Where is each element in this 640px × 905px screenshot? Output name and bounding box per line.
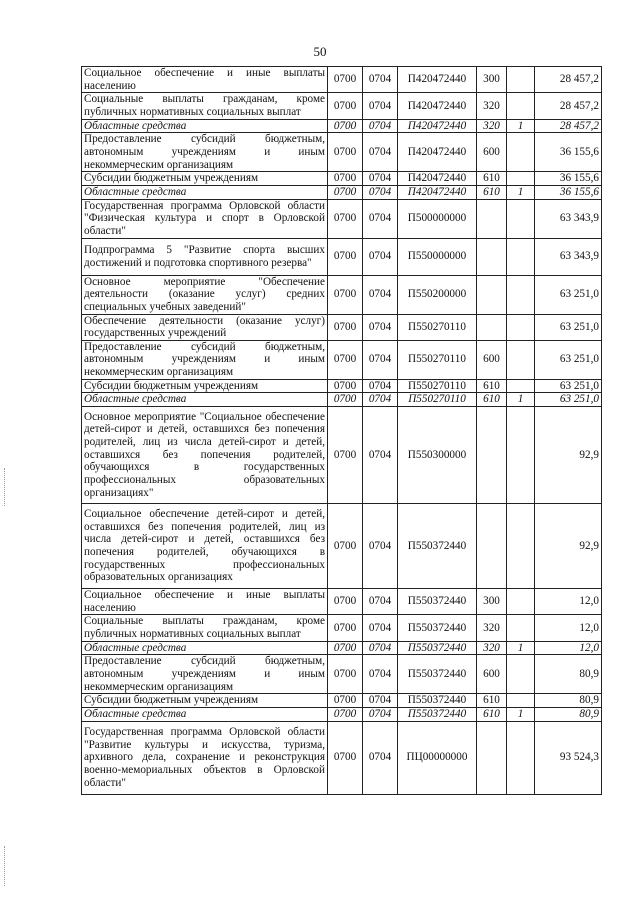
section-code: 0700 — [328, 275, 363, 314]
funding-source-code — [507, 589, 535, 615]
expense-type-code: 320 — [477, 93, 507, 119]
subsection-code: 0704 — [363, 199, 398, 238]
subsection-code: 0704 — [363, 655, 398, 694]
amount: 80,9 — [535, 708, 602, 722]
table-row — [82, 504, 602, 589]
funding-source-code — [507, 275, 535, 314]
subsection-code: 0704 — [363, 93, 398, 119]
funding-source-code — [507, 655, 535, 694]
section-code: 0700 — [328, 133, 363, 172]
amount: 12,0 — [535, 615, 602, 641]
target-article-code: ПЦ00000000 — [398, 721, 477, 794]
row-name: Обеспечение деятельности (оказание услуг) государственных учреждений — [82, 314, 328, 340]
subsection-code: 0704 — [363, 708, 398, 722]
funding-source-code — [507, 172, 535, 186]
expense-type-code: 600 — [477, 655, 507, 694]
subsection-code: 0704 — [363, 615, 398, 641]
section-code: 0700 — [328, 655, 363, 694]
amount: 63 251,0 — [535, 379, 602, 393]
subsection-code: 0704 — [363, 172, 398, 186]
subsection-code: 0704 — [363, 504, 398, 589]
expense-type-code: 610 — [477, 393, 507, 407]
section-code: 0700 — [328, 641, 363, 655]
section-code: 0700 — [328, 238, 363, 275]
funding-source-code — [507, 340, 535, 379]
expense-type-code: 610 — [477, 185, 507, 199]
subsection-code: 0704 — [363, 67, 398, 93]
target-article-code: П550270110 — [398, 314, 477, 340]
funding-source-code — [507, 694, 535, 708]
funding-source-code — [507, 199, 535, 238]
subsection-code: 0704 — [363, 407, 398, 504]
section-code: 0700 — [328, 589, 363, 615]
expense-type-code — [477, 238, 507, 275]
target-article-code: П550372440 — [398, 655, 477, 694]
section-code: 0700 — [328, 721, 363, 794]
table-row — [82, 275, 602, 314]
amount: 28 457,2 — [535, 67, 602, 93]
row-name: Областные средства — [82, 708, 328, 722]
funding-source-code — [507, 615, 535, 641]
expense-type-code — [477, 275, 507, 314]
table-row — [82, 694, 602, 708]
amount: 92,9 — [535, 504, 602, 589]
row-name: Субсидии бюджетным учреждениям — [82, 172, 328, 186]
target-article-code: П550372440 — [398, 708, 477, 722]
target-article-code: П550372440 — [398, 589, 477, 615]
funding-source-code — [507, 407, 535, 504]
expense-type-code: 600 — [477, 133, 507, 172]
amount: 93 524,3 — [535, 721, 602, 794]
row-name: Субсидии бюджетным учреждениям — [82, 694, 328, 708]
amount: 12,0 — [535, 641, 602, 655]
row-name: Предоставление субсидий бюджетным, автономным учреждениям и иным некоммерческим организациям — [82, 133, 328, 172]
expense-type-code — [477, 199, 507, 238]
table-row — [82, 721, 602, 794]
section-code: 0700 — [328, 119, 363, 133]
row-name: Основное мероприятие "Социальное обеспечение детей-сирот и детей, оставшихся без попечения родителей, лиц из числа детей-сирот и детей, оставшихся без попечения родителей, обучающихся в государственных профессиональных образовательных организациях" — [82, 407, 328, 504]
expense-type-code: 300 — [477, 589, 507, 615]
margin-mark — [4, 846, 7, 886]
row-name: Предоставление субсидий бюджетным, автономным учреждениям и иным некоммерческим организациям — [82, 655, 328, 694]
expense-type-code: 610 — [477, 379, 507, 393]
section-code: 0700 — [328, 67, 363, 93]
section-code: 0700 — [328, 407, 363, 504]
target-article-code: П550270110 — [398, 340, 477, 379]
table-row — [82, 615, 602, 641]
section-code: 0700 — [328, 185, 363, 199]
target-article-code: П550300000 — [398, 407, 477, 504]
amount: 63 251,0 — [535, 393, 602, 407]
target-article-code: П550000000 — [398, 238, 477, 275]
amount: 36 155,6 — [535, 185, 602, 199]
target-article-code: П550270110 — [398, 393, 477, 407]
target-article-code: П420472440 — [398, 172, 477, 186]
target-article-code: П420472440 — [398, 67, 477, 93]
table-body — [82, 67, 602, 795]
table-row — [82, 589, 602, 615]
funding-source-code: 1 — [507, 708, 535, 722]
amount: 28 457,2 — [535, 93, 602, 119]
subsection-code: 0704 — [363, 721, 398, 794]
amount: 63 343,9 — [535, 199, 602, 238]
expense-type-code: 610 — [477, 708, 507, 722]
amount: 12,0 — [535, 589, 602, 615]
row-name: Основное мероприятие "Обеспечение деятельности (оказание услуг) средних специальных учебных заведений" — [82, 275, 328, 314]
budget-table — [81, 66, 602, 795]
funding-source-code — [507, 504, 535, 589]
target-article-code: П420472440 — [398, 93, 477, 119]
target-article-code: П420472440 — [398, 119, 477, 133]
funding-source-code: 1 — [507, 641, 535, 655]
expense-type-code: 300 — [477, 67, 507, 93]
target-article-code: П550200000 — [398, 275, 477, 314]
subsection-code: 0704 — [363, 379, 398, 393]
amount: 63 251,0 — [535, 340, 602, 379]
amount: 28 457,2 — [535, 119, 602, 133]
table-row — [82, 655, 602, 694]
target-article-code: П550270110 — [398, 379, 477, 393]
expense-type-code: 600 — [477, 340, 507, 379]
funding-source-code — [507, 133, 535, 172]
expense-type-code — [477, 314, 507, 340]
expense-type-code: 320 — [477, 641, 507, 655]
row-name: Социальное обеспечение и иные выплаты населению — [82, 67, 328, 93]
margin-mark — [4, 468, 7, 506]
row-name: Областные средства — [82, 641, 328, 655]
amount: 92,9 — [535, 407, 602, 504]
subsection-code: 0704 — [363, 641, 398, 655]
section-code: 0700 — [328, 393, 363, 407]
expense-type-code — [477, 407, 507, 504]
row-name: Субсидии бюджетным учреждениям — [82, 379, 328, 393]
table-row-regional-funds — [82, 119, 602, 133]
target-article-code: П550372440 — [398, 615, 477, 641]
row-name: Государственная программа Орловской области "Развитие культуры и искусства, туризма, архивного дела, сохранение и реконструкция военно-мемориальных объектов в Орловской области" — [82, 721, 328, 794]
amount: 63 251,0 — [535, 314, 602, 340]
subsection-code: 0704 — [363, 314, 398, 340]
amount: 80,9 — [535, 655, 602, 694]
target-article-code: П550372440 — [398, 694, 477, 708]
table-row-regional-funds — [82, 708, 602, 722]
row-name: Социальные выплаты гражданам, кроме публичных нормативных социальных выплат — [82, 615, 328, 641]
row-name: Государственная программа Орловской области "Физическая культура и спорт в Орловской области" — [82, 199, 328, 238]
row-name: Областные средства — [82, 393, 328, 407]
expense-type-code: 320 — [477, 615, 507, 641]
section-code: 0700 — [328, 314, 363, 340]
table-row — [82, 407, 602, 504]
amount: 80,9 — [535, 694, 602, 708]
section-code: 0700 — [328, 708, 363, 722]
amount: 36 155,6 — [535, 172, 602, 186]
table-row-regional-funds — [82, 393, 602, 407]
funding-source-code — [507, 379, 535, 393]
section-code: 0700 — [328, 93, 363, 119]
section-code: 0700 — [328, 615, 363, 641]
funding-source-code — [507, 314, 535, 340]
target-article-code: П420472440 — [398, 185, 477, 199]
subsection-code: 0704 — [363, 238, 398, 275]
expense-type-code — [477, 504, 507, 589]
table-row — [82, 199, 602, 238]
subsection-code: 0704 — [363, 340, 398, 379]
section-code: 0700 — [328, 504, 363, 589]
subsection-code: 0704 — [363, 393, 398, 407]
target-article-code: П550372440 — [398, 641, 477, 655]
funding-source-code — [507, 93, 535, 119]
table-row-regional-funds — [82, 185, 602, 199]
target-article-code: П500000000 — [398, 199, 477, 238]
funding-source-code — [507, 721, 535, 794]
amount: 36 155,6 — [535, 133, 602, 172]
target-article-code: П550372440 — [398, 504, 477, 589]
row-name: Предоставление субсидий бюджетным, автономным учреждениям и иным некоммерческим организациям — [82, 340, 328, 379]
expense-type-code — [477, 721, 507, 794]
funding-source-code: 1 — [507, 119, 535, 133]
page-number: 50 — [313, 44, 327, 59]
row-name: Областные средства — [82, 119, 328, 133]
table-row — [82, 379, 602, 393]
row-name: Социальное обеспечение детей-сирот и детей, оставшихся без попечения родителей, лиц из числа детей-сирот и детей, оставшихся без попечения родителей, обучающихся в государственных профессиональных образовательных организациях — [82, 504, 328, 589]
table-row-regional-funds — [82, 641, 602, 655]
section-code: 0700 — [328, 199, 363, 238]
funding-source-code: 1 — [507, 393, 535, 407]
row-name: Подпрограмма 5 "Развитие спорта высших достижений и подготовка спортивного резерва" — [82, 238, 328, 275]
table-row — [82, 314, 602, 340]
funding-source-code — [507, 67, 535, 93]
subsection-code: 0704 — [363, 589, 398, 615]
row-name: Социальное обеспечение и иные выплаты населению — [82, 589, 328, 615]
expense-type-code: 320 — [477, 119, 507, 133]
target-article-code: П420472440 — [398, 133, 477, 172]
section-code: 0700 — [328, 379, 363, 393]
amount: 63 343,9 — [535, 238, 602, 275]
expense-type-code: 610 — [477, 694, 507, 708]
subsection-code: 0704 — [363, 119, 398, 133]
table-row — [82, 172, 602, 186]
row-name: Областные средства — [82, 185, 328, 199]
row-name: Социальные выплаты гражданам, кроме публичных нормативных социальных выплат — [82, 93, 328, 119]
subsection-code: 0704 — [363, 185, 398, 199]
subsection-code: 0704 — [363, 275, 398, 314]
amount: 63 251,0 — [535, 275, 602, 314]
table-row — [82, 93, 602, 119]
funding-source-code: 1 — [507, 185, 535, 199]
expense-type-code: 610 — [477, 172, 507, 186]
subsection-code: 0704 — [363, 133, 398, 172]
table-row — [82, 133, 602, 172]
section-code: 0700 — [328, 694, 363, 708]
subsection-code: 0704 — [363, 694, 398, 708]
funding-source-code — [507, 238, 535, 275]
table-row — [82, 238, 602, 275]
table-row — [82, 340, 602, 379]
table-row — [82, 67, 602, 93]
section-code: 0700 — [328, 172, 363, 186]
section-code: 0700 — [328, 340, 363, 379]
